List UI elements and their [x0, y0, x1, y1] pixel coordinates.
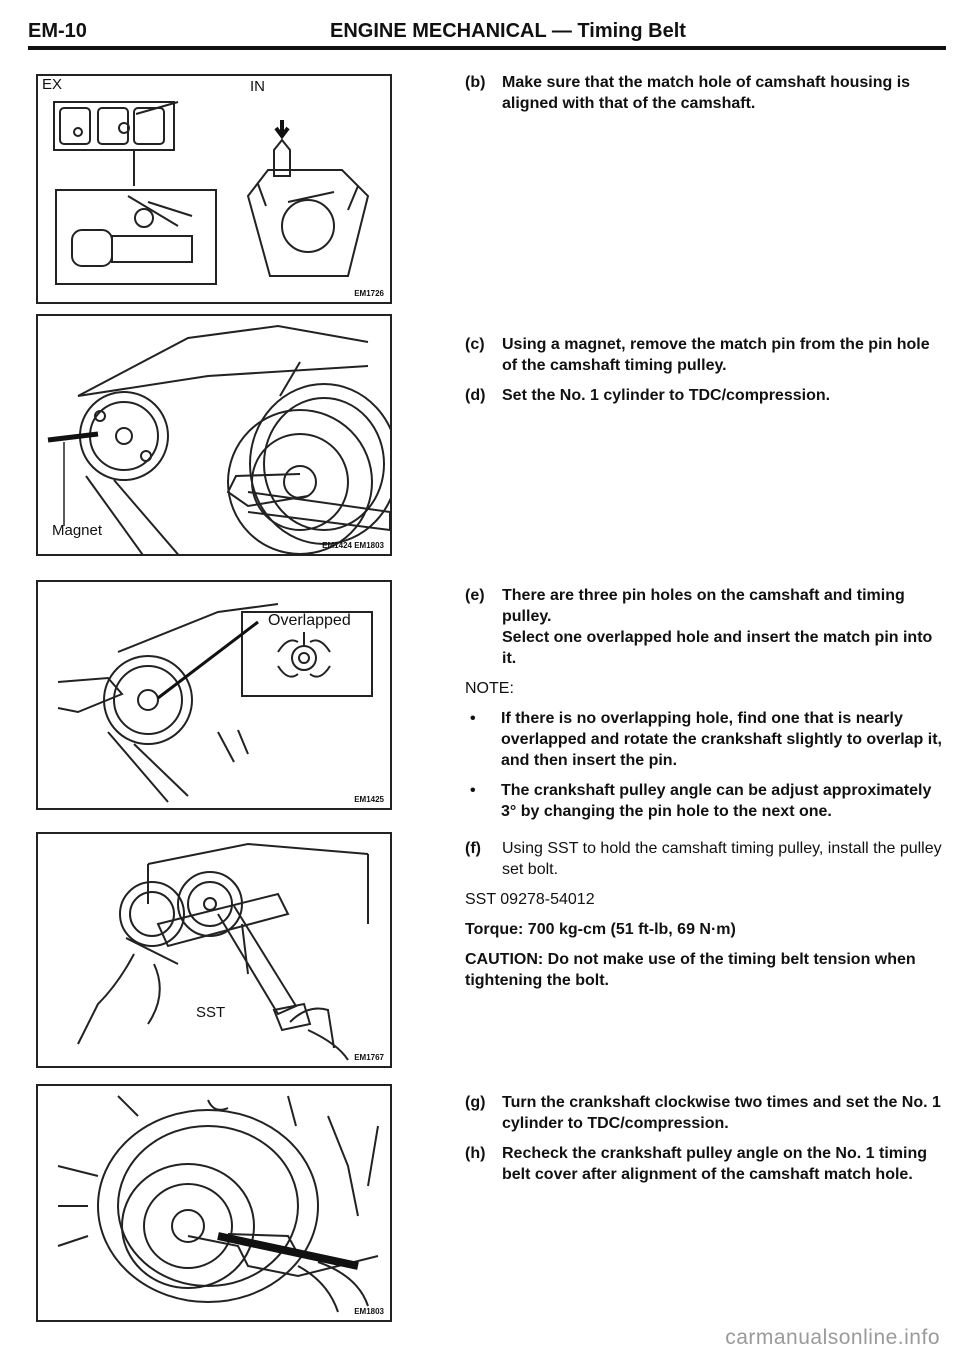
torque-spec: Torque: 700 kg-cm (51 ft-lb, 69 N·m): [465, 921, 736, 938]
figure-code: EM1424 EM1803: [322, 541, 384, 550]
step-c-text: Using a magnet, remove the match pin from the pin hole of the camshaft timing pulley.: [502, 336, 930, 374]
step-h-text: Recheck the crankshaft pulley angle on the No. 1 timing belt cover after alignment of the camshaft match hole.: [502, 1145, 927, 1183]
step-h-mark: (h): [465, 1145, 486, 1162]
note-label: NOTE:: [465, 680, 514, 697]
magnet-pulley-drawing: [38, 316, 390, 554]
steps-cd-block: [465, 334, 945, 406]
note-bullet-1: [465, 708, 945, 771]
caution-text: CAUTION: Do not make use of the timing belt tension when tightening the bolt.: [465, 951, 916, 989]
figure-sst-hold-pulley: [36, 832, 392, 1068]
label-magnet: Magnet: [52, 522, 103, 539]
step-f-mark: (f): [465, 840, 481, 857]
step-d-mark: (d): [465, 387, 486, 404]
step-b-text: Make sure that the match hole of camshaft housing is aligned with that of the camshaft.: [502, 74, 911, 112]
step-f-text: Using SST to hold the camshaft timing pulley, install the pulley set bolt.: [502, 840, 942, 878]
step-f: [465, 838, 945, 880]
step-b-block: [465, 72, 945, 114]
step-e-line1: There are three pin holes on the camshaft and timing pulley.: [502, 587, 905, 625]
sst-number: SST 09278-54012: [465, 891, 595, 908]
figure-code: EM1425: [354, 795, 384, 804]
figure-code: EM1726: [354, 289, 384, 298]
note-bullet-2-text: The crankshaft pulley angle can be adjust approximately 3° by changing the pin hole to the next one.: [501, 782, 932, 820]
step-c-mark: (c): [465, 336, 485, 353]
step-e-block: [465, 585, 945, 822]
step-b: [465, 72, 945, 114]
note-bullet-1-text: If there is no overlapping hole, find one that is nearly overlapped and rotate the crankshaft slightly to overlap it, and then insert the pin.: [501, 710, 942, 769]
bullet-icon: •: [470, 710, 476, 727]
step-c: [465, 334, 945, 376]
watermark: carmanualsonline.info: [725, 1326, 940, 1349]
step-g-mark: (g): [465, 1094, 486, 1111]
figure-crankshaft-pulley: [36, 1084, 392, 1322]
crankshaft-pulley-drawing: [38, 1086, 390, 1320]
step-h: [465, 1143, 945, 1185]
step-e-mark: (e): [465, 587, 485, 604]
step-e-line2: Select one overlapped hole and insert the match pin into it.: [502, 629, 933, 667]
steps-gh-block: [465, 1092, 945, 1185]
figure-magnet-remove-pin: [36, 314, 392, 556]
sst-pulley-drawing: [38, 834, 390, 1066]
step-b-mark: (b): [465, 74, 486, 91]
label-overlapped: Overlapped: [268, 612, 351, 629]
note-bullet-2: [465, 780, 945, 822]
figure-code: EM1767: [354, 1053, 384, 1062]
step-d: [465, 385, 945, 406]
label-in: IN: [250, 78, 265, 95]
step-d-text: Set the No. 1 cylinder to TDC/compression.: [502, 387, 831, 404]
figure-code: EM1803: [354, 1307, 384, 1316]
step-e: [465, 585, 945, 669]
step-f-block: [465, 838, 945, 991]
camshaft-housing-drawing: [38, 76, 390, 302]
step-g-text: Turn the crankshaft clockwise two times and set the No. 1 cylinder to TDC/compression.: [502, 1094, 941, 1132]
label-sst: SST: [196, 1004, 226, 1021]
figure-camshaft-match-hole: [36, 74, 392, 304]
header-rule: [28, 46, 946, 50]
label-ex: EX: [42, 76, 63, 93]
bullet-icon: •: [470, 782, 476, 799]
figure-overlapped-hole: [36, 580, 392, 810]
page-number: EM-10: [28, 20, 87, 42]
step-g: [465, 1092, 945, 1134]
page-title: ENGINE MECHANICAL — Timing Belt: [330, 20, 686, 42]
